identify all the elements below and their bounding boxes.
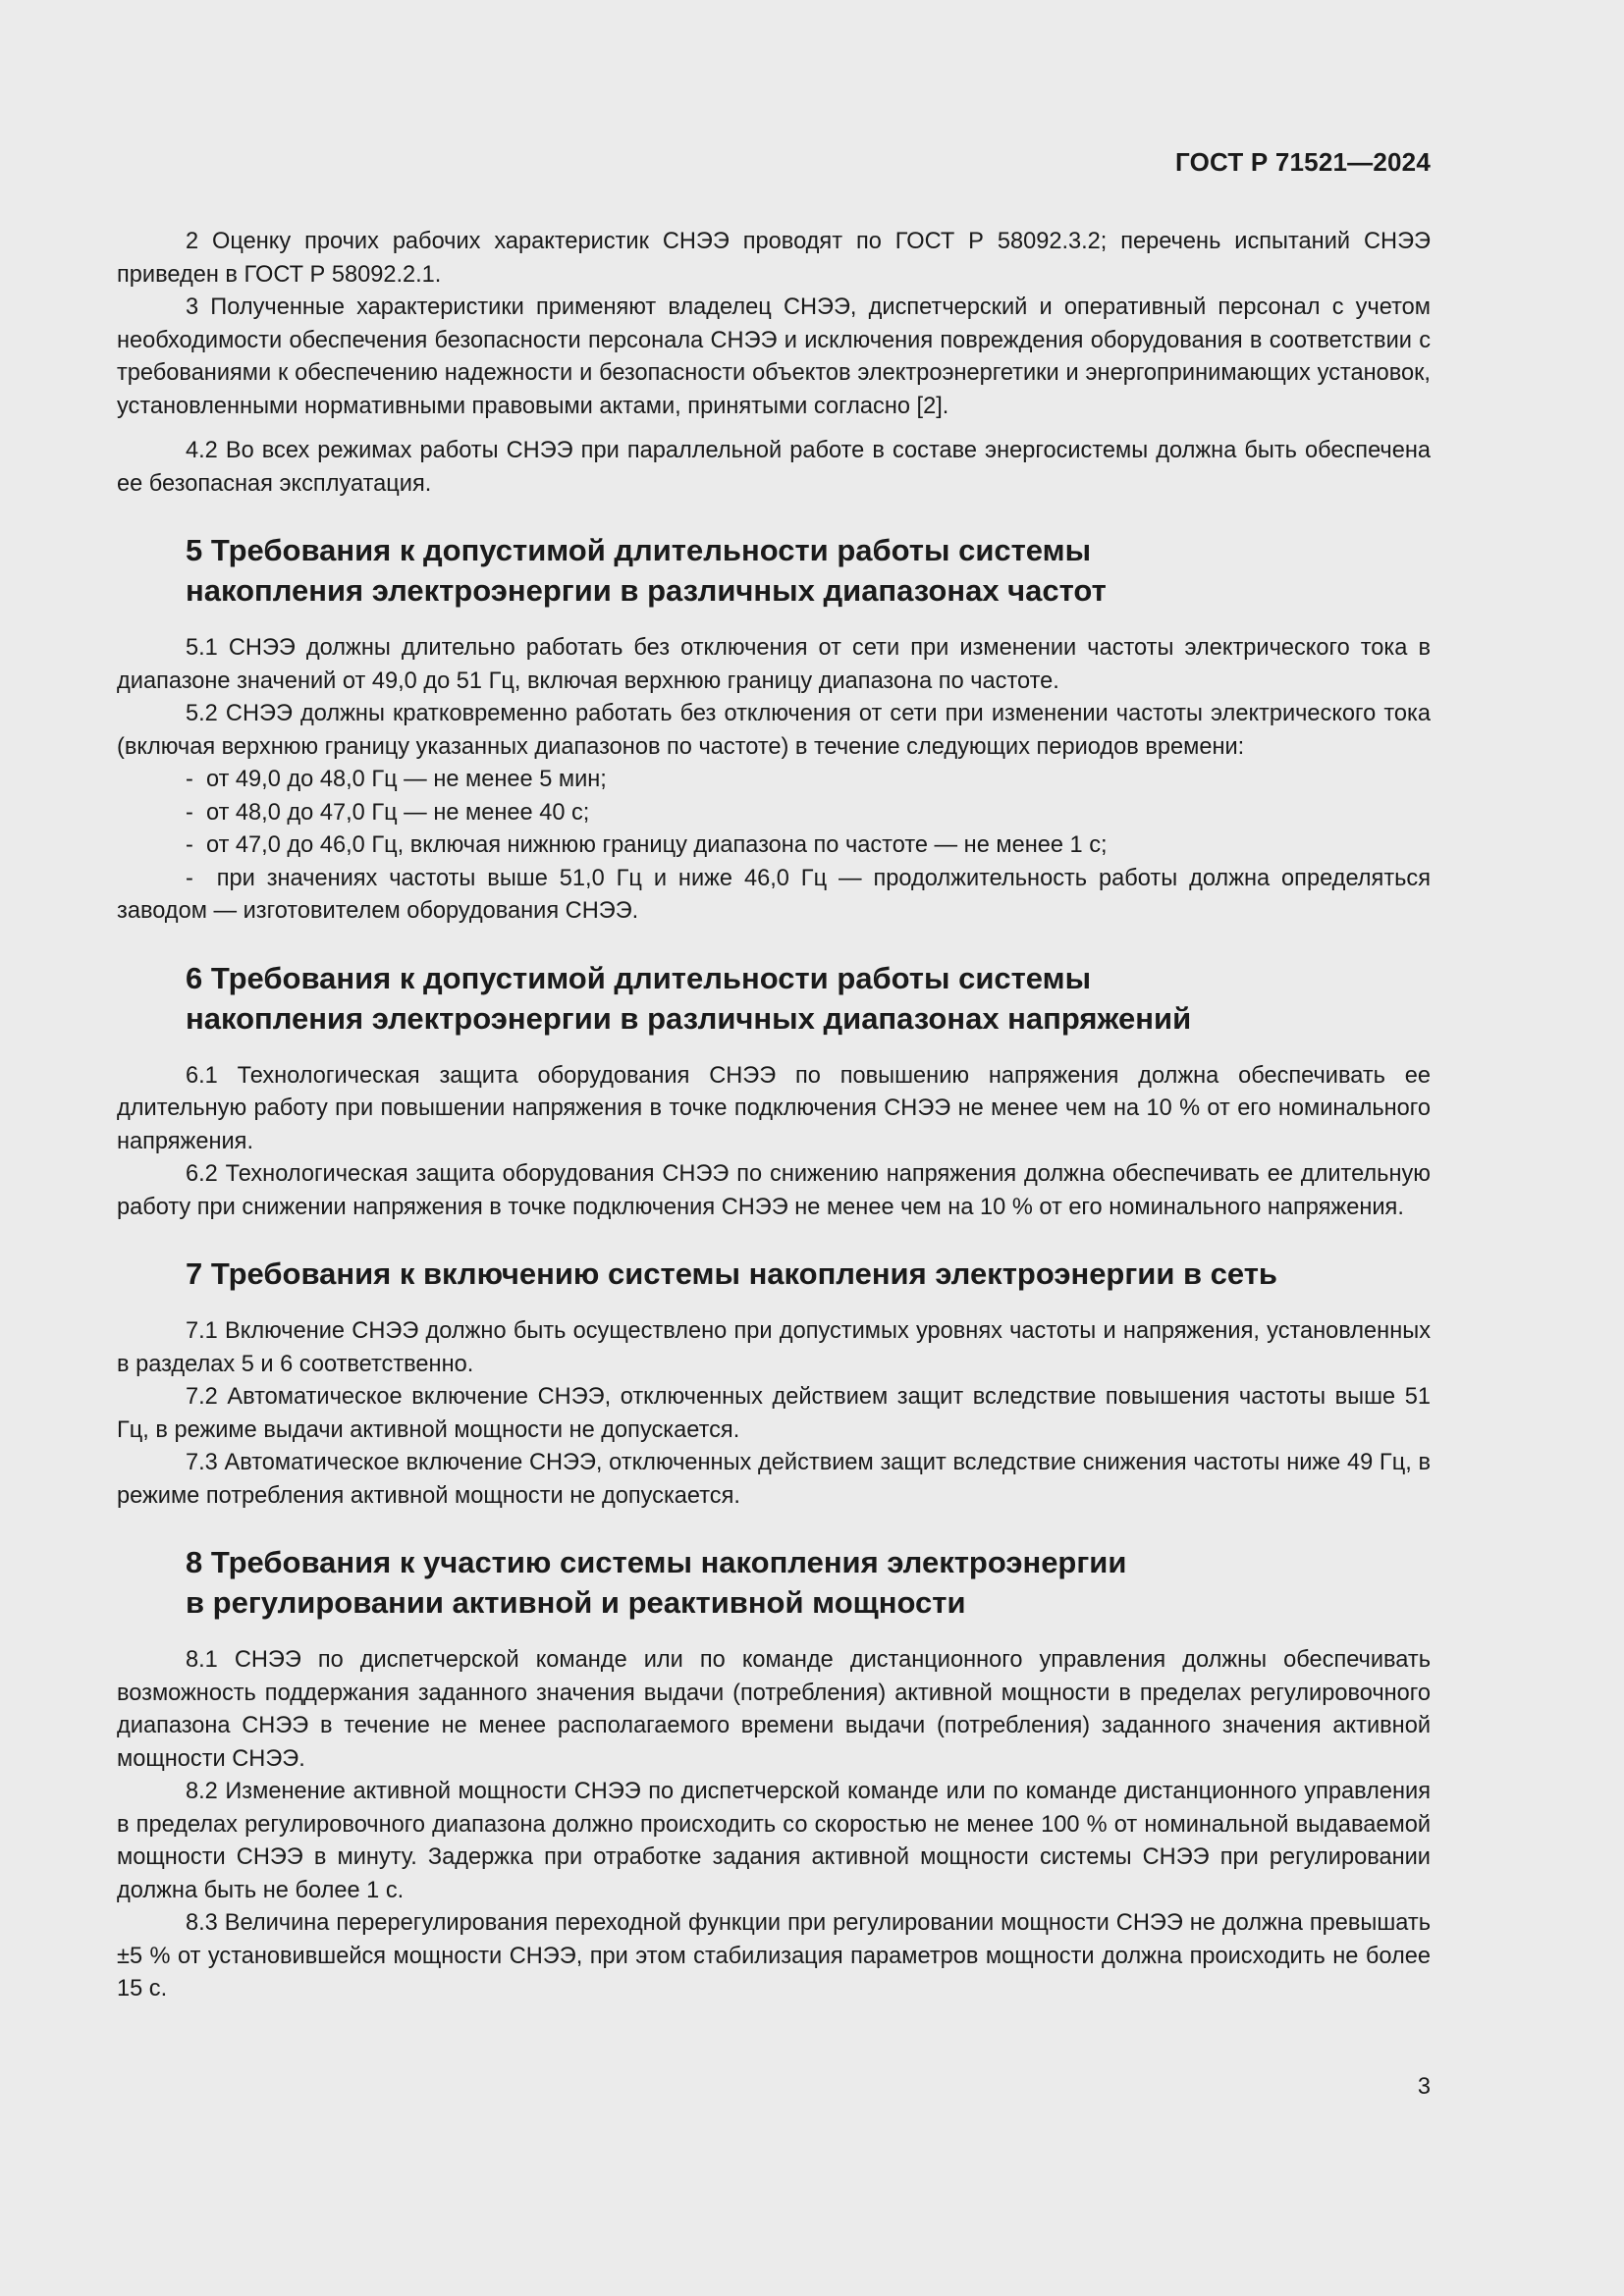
list-item: - от 49,0 до 48,0 Гц — не менее 5 мин;	[117, 764, 1431, 797]
paragraph-7-1: 7.1 Включение СНЭЭ должно быть осуществлено при допустимых уровнях частоты и напряжения, установленных в разделах 5 и 6 соответственно.	[117, 1318, 1431, 1377]
list-item: - от 47,0 до 46,0 Гц, включая нижнюю границу диапазона по частоте — не менее 1 с;	[117, 829, 1431, 863]
paragraph-6-2: 6.2 Технологическая защита оборудования СНЭЭ по снижению напряжения должна обеспечивать ее длительную работу при снижении напряжения в точке подключения СНЭЭ не менее чем на 10 % от его номинального напряжения.	[117, 1161, 1431, 1220]
paragraph-4-2: 4.2 Во всех режимах работы СНЭЭ при параллельной работе в составе энергосистемы должна быть обеспечена ее безопасная эксплуатация.	[117, 438, 1431, 497]
section-6-heading: 6 Требования к допустимой длительности работы системы накопления электроэнергии в различных диапазонах напряжений	[186, 960, 1192, 1036]
paragraph-8-1: 8.1 СНЭЭ по диспетчерской команде или по команде дистанционного управления должны обеспечивать возможность поддержания заданного значения выдачи (потребления) активной мощности в пределах регулировочного диапазона СНЭЭ в течение не менее располагаемого времени выдачи (потребления) заданного значения активной мощности СНЭЭ.	[117, 1647, 1431, 1772]
list-item: - при значениях частоты выше 51,0 Гц и ниже 46,0 Гц — продолжительность работы должна определяться заводом — изготовителем оборудования СНЭЭ.	[117, 863, 1431, 929]
section-7-heading: 7 Требования к включению системы накопления электроэнергии в сеть	[186, 1256, 1277, 1291]
note-2: 2 Оценку прочих рабочих характеристик СНЭЭ проводят по ГОСТ Р 58092.3.2; перечень испытаний СНЭЭ приведен в ГОСТ Р 58092.2.1.	[117, 229, 1431, 288]
standard-code: ГОСТ Р 71521—2024	[1175, 147, 1431, 177]
section-5-heading: 5 Требования к допустимой длительности работы системы накопления электроэнергии в различных диапазонах частот	[186, 533, 1107, 608]
paragraph-5-2: 5.2 СНЭЭ должны кратковременно работать без отключения от сети при изменении частоты электрического тока (включая верхнюю границу указанных диапазонов по частоте) в течение следующих периодов времени:	[117, 701, 1431, 760]
list-item: - от 48,0 до 47,0 Гц — не менее 40 с;	[117, 797, 1431, 830]
paragraph-6-1: 6.1 Технологическая защита оборудования СНЭЭ по повышению напряжения должна обеспечивать ее длительную работу при повышении напряжения в точке подключения СНЭЭ не менее чем на 10 % от его номинального напряжения.	[117, 1062, 1431, 1154]
section-8-heading: 8 Требования к участию системы накопления электроэнергии в регулировании активной и реактивной мощности	[186, 1545, 1127, 1620]
paragraph-5-1: 5.1 СНЭЭ должны длительно работать без отключения от сети при изменении частоты электрического тока в диапазоне значений от 49,0 до 51 Гц, включая верхнюю границу диапазона по частоте.	[117, 635, 1431, 694]
paragraph-8-3: 8.3 Величина перерегулирования переходной функции при регулировании мощности СНЭЭ не должна превышать ±5 % от установившейся мощности СНЭЭ, при этом стабилизация параметров мощности должна происходить не более 15 с.	[117, 1910, 1431, 2002]
frequency-duration-list	[117, 764, 1431, 929]
page-number: 3	[1417, 2074, 1431, 2100]
paragraph-7-2: 7.2 Автоматическое включение СНЭЭ, отключенных действием защит вследствие повышения частоты выше 51 Гц, в режиме выдачи активной мощности не допускается.	[117, 1384, 1431, 1443]
page-content	[117, 226, 1431, 2006]
paragraph-7-3: 7.3 Автоматическое включение СНЭЭ, отключенных действием защит вследствие снижения частоты ниже 49 Гц, в режиме потребления активной мощности не допускается.	[117, 1450, 1431, 1509]
note-3: 3 Полученные характеристики применяют владелец СНЭЭ, диспетчерский и оперативный персонал с учетом необходимости обеспечения безопасности персонала СНЭЭ и исключения повреждения оборудования в соответствии с требованиями к обеспечению надежности и безопасности объектов электроэнергетики и энергопринимающих установок, установленными нормативными правовыми актами, принятыми согласно [2].	[117, 294, 1431, 419]
paragraph-8-2: 8.2 Изменение активной мощности СНЭЭ по диспетчерской команде или по команде дистанционного управления в пределах регулировочного диапазона должно происходить со скоростью не менее 100 % от номинальной выдаваемой мощности СНЭЭ в минуту. Задержка при отработке задания активной мощности системы СНЭЭ при регулировании должна быть не более 1 с.	[117, 1779, 1431, 1903]
